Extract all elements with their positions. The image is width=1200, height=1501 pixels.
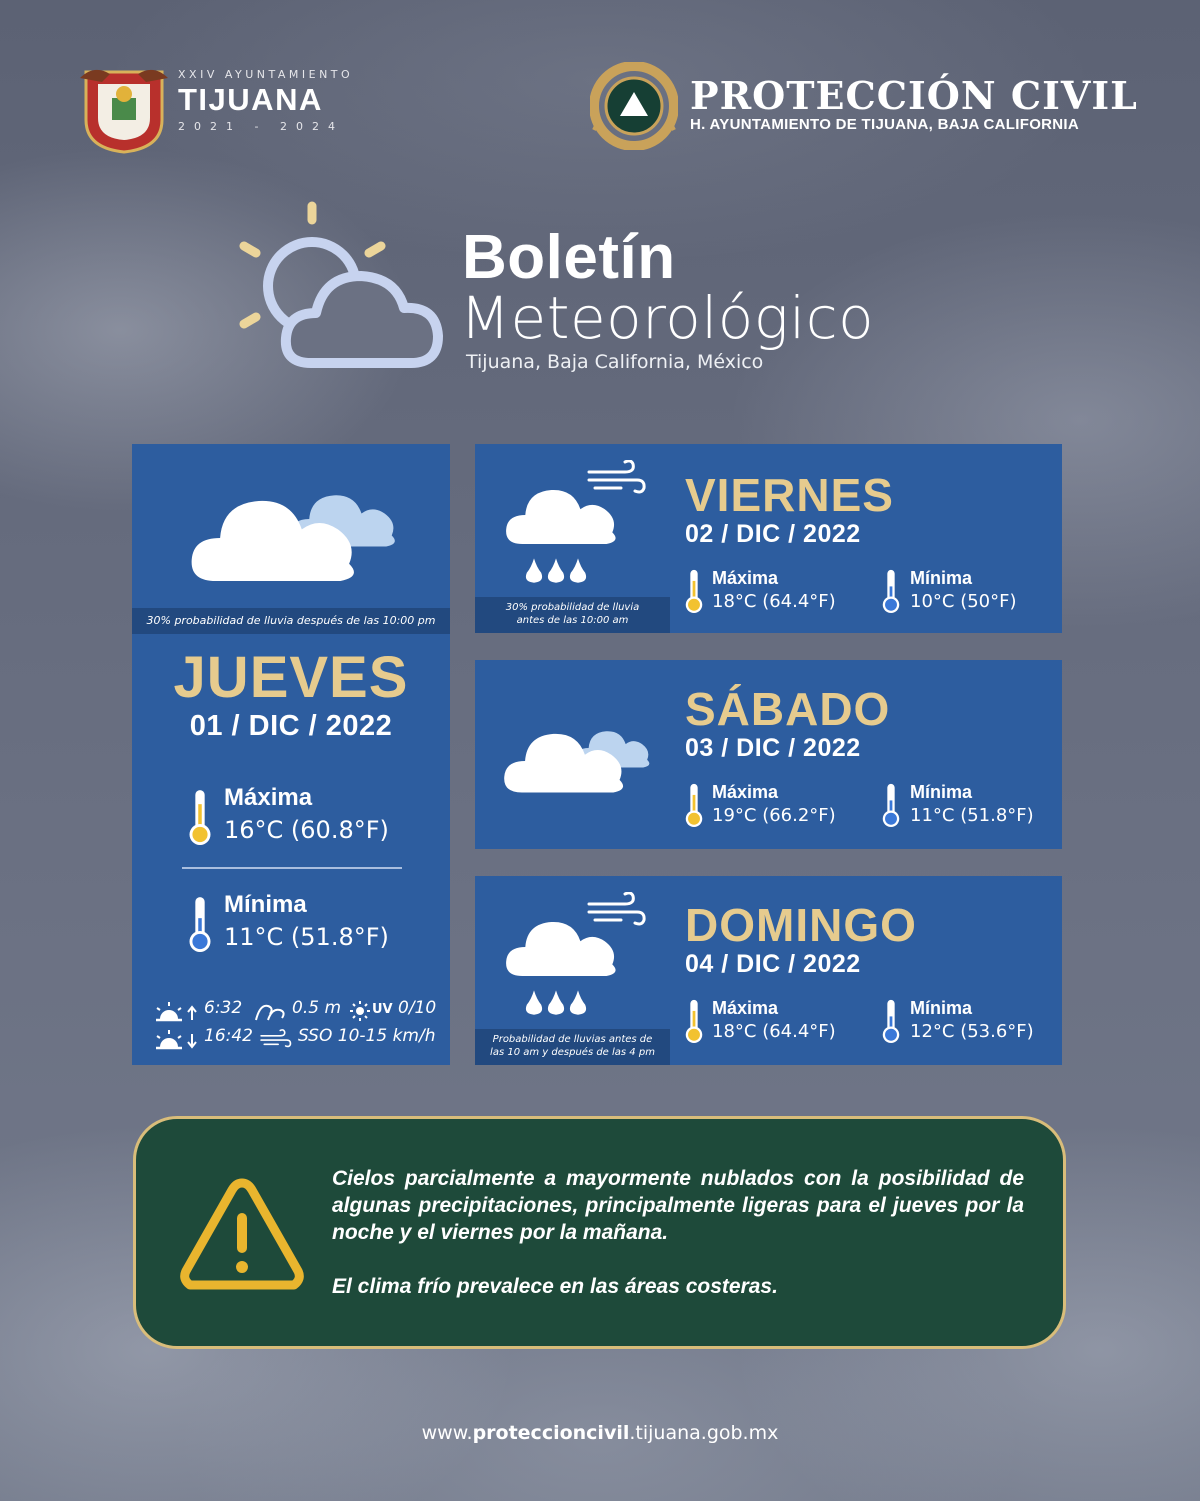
rain-note-line-1: 30% probabilidad de lluvia (505, 602, 640, 613)
sun-cloud-icon (236, 198, 446, 378)
thermometer-cold-icon (186, 894, 214, 954)
waves-icon (254, 1000, 290, 1022)
min-label: Mínima (910, 782, 973, 802)
wave-height: 0.5 m (292, 998, 341, 1018)
day-date: 01 / DIC / 2022 (189, 710, 393, 742)
proteccion-civil-emblem (590, 62, 678, 150)
warning-icon (178, 1175, 306, 1293)
rain-drop-icon (525, 990, 543, 1016)
url-suffix: .tijuana.gob.mx (629, 1422, 779, 1444)
alert-text-main: Cielos parcialmente a mayormente nublados con la posibilidad de algunas precipitaciones, principalmente ligeras para el jueves por la noche y el viernes por la mañana. (332, 1167, 1024, 1244)
divider (182, 867, 402, 869)
min-label: Mínima (910, 568, 973, 588)
rain-probability-note: 30% probabilidad de lluvia después de las 10:00 pm (132, 608, 450, 634)
term-years: 2021 - 2024 (178, 120, 344, 133)
day-date: 04 / DIC / 2022 (685, 950, 861, 978)
thermometer-cold-icon (880, 998, 902, 1044)
sunrise-time: 6:32 (204, 998, 243, 1018)
bulletin-title-light: Meteorológico (460, 284, 875, 352)
uv-label: UV (372, 1002, 393, 1017)
max-value: 18°C (64.4°F) (712, 591, 836, 612)
thermometer-warm-icon (683, 782, 705, 828)
uv-index: 0/10 (398, 998, 437, 1018)
sunset-time: 16:42 (204, 1026, 253, 1046)
url-domain-bold: proteccioncivil (472, 1422, 630, 1444)
rain-drop-icon (569, 558, 587, 584)
forecast-card-sabado (475, 660, 1062, 849)
website-url[interactable] (0, 1422, 1200, 1444)
max-value: 19°C (66.2°F) (712, 805, 836, 826)
max-label: Máxima (712, 998, 779, 1018)
day-date: 02 / DIC / 2022 (685, 520, 861, 548)
max-label: Máxima (712, 568, 779, 588)
cloud-icon (190, 484, 362, 592)
min-label: Mínima (224, 891, 307, 918)
rain-probability-note (475, 597, 670, 633)
day-name: SÁBADO (685, 683, 891, 735)
rain-drop-icon (525, 558, 543, 584)
rain-note-line-2: las 10 am y después de las 4 pm (490, 1047, 655, 1058)
ayuntamiento-label: XXIV AYUNTAMIENTO (178, 68, 354, 81)
uv-sun-icon (350, 1001, 370, 1021)
min-value: 12°C (53.6°F) (910, 1021, 1034, 1042)
sunset-icon (152, 1028, 200, 1050)
proteccion-civil-title: PROTECCIÓN CIVIL (690, 73, 1138, 118)
wind-icon (260, 1029, 292, 1049)
min-value: 11°C (51.8°F) (910, 805, 1034, 826)
thermometer-warm-icon (683, 998, 705, 1044)
min-value: 11°C (51.8°F) (224, 923, 389, 951)
wind-speed: SSO 10-15 km/h (298, 1026, 436, 1046)
thermometer-warm-icon (683, 568, 705, 614)
cloud-icon (503, 722, 629, 800)
cloud-icon (505, 912, 621, 982)
tijuana-shield-logo (80, 64, 168, 154)
rain-drop-icon (547, 558, 565, 584)
forecast-card-jueves (132, 444, 450, 1065)
thermometer-cold-icon (880, 568, 902, 614)
min-label: Mínima (910, 998, 973, 1018)
bulletin-location: Tijuana, Baja California, México (466, 351, 764, 373)
forecast-card-domingo (475, 876, 1062, 1065)
max-value: 18°C (64.4°F) (712, 1021, 836, 1042)
rain-drop-icon (547, 990, 565, 1016)
url-prefix: www. (421, 1422, 473, 1444)
cloud-icon (505, 480, 621, 550)
rain-probability-note (475, 1029, 670, 1065)
rain-note-line-2: antes de las 10:00 am (516, 615, 629, 626)
day-name: JUEVES (173, 645, 409, 710)
proteccion-civil-subtitle: H. AYUNTAMIENTO DE TIJUANA, BAJA CALIFORNIA (690, 116, 1080, 133)
max-value: 16°C (60.8°F) (224, 816, 389, 844)
day-name: DOMINGO (685, 899, 917, 951)
thermometer-cold-icon (880, 782, 902, 828)
min-value: 10°C (50°F) (910, 591, 1017, 612)
max-label: Máxima (712, 782, 779, 802)
rain-drop-icon (569, 990, 587, 1016)
day-name: VIERNES (685, 469, 894, 521)
thermometer-warm-icon (186, 787, 214, 847)
sunrise-icon (152, 1000, 200, 1022)
forecast-card-viernes (475, 444, 1062, 633)
max-label: Máxima (224, 784, 313, 811)
alert-text-coast: El clima frío prevalece en las áreas costeras. (332, 1275, 778, 1298)
tijuana-name: TIJUANA (178, 82, 323, 117)
weather-alert-box (133, 1116, 1066, 1349)
day-date: 03 / DIC / 2022 (685, 734, 861, 762)
bulletin-title-bold: Boletín (462, 223, 676, 292)
rain-note-line-1: Probabilidad de lluvias antes de (492, 1034, 653, 1045)
